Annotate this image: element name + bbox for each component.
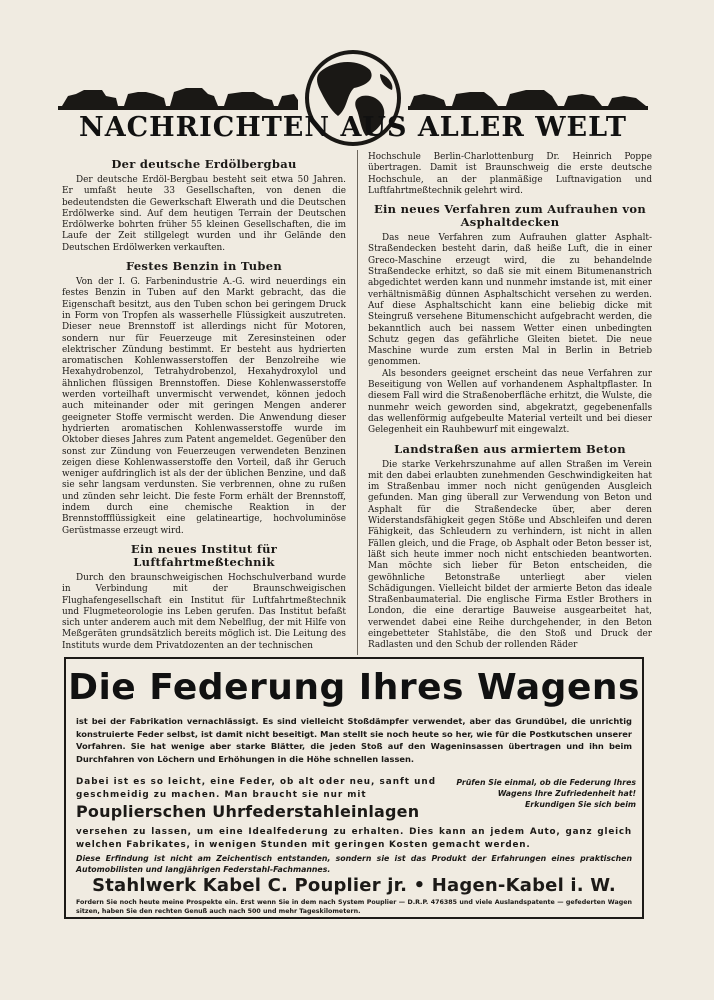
article-body-erdoelbergbau: Der deutsche Erdöl-Bergbau besteht seit etwa 50 Jahren. Er umfaßt heute 33 Gesellschaften, von denen die bedeutendsten die Gewerkschaft Elwerath und die Deutschen Erdölwerke sind. Auf dem heutigen Terrain der Deutschen Erdölwerke bohrten früher 55 kleinen Gesellschaften, die im Laufe der Zeit stillgelegt wurden und ihr Gelände den Deutschen Erdölwerken verkauften. <box>62 175 346 253</box>
masthead <box>58 50 648 150</box>
ad-headline: Die Federung Ihres Wagens <box>68 667 640 708</box>
ad-footer-text: Fordern Sie noch heute meine Prospekte ein. Erst wenn Sie in dem nach System Pouplier — D.R.P. 476385 und viele Auslandspatente — gefederten Wagen sitzen, haben Sie den rechten Genuß auch nach 500 und mehr Tageskilometern. <box>76 899 632 915</box>
masthead-title: NACHRICHTEN AUS ALLER WELT <box>79 112 627 143</box>
ad-paragraph-intro: ist bei der Fabrikation vernachlässigt. Es sind vielleicht Stoßdämpfer verwendet, aber das Grundübel, die unrichtig konstruierte Feder selbst, ist damit nicht beseitigt. Man stellt sie noch heute so her, wie für die Postkutschen unserer Vorfahren. Sie hat wenige aber starke Blätter, die jeden Stoß auf den Wageninsassen übertragen und ihn beim Durchfahren von Löchern und Erhöhungen in die Höhe schnellen lassen. <box>76 716 632 764</box>
advertisement-box <box>64 657 644 919</box>
article-title-festes-benzin: Festes Benzin in Tuben <box>125 259 282 274</box>
article-body-luftfahrt-institut-continued: Hochschule Berlin-Charlottenburg Dr. Heinrich Poppe übertragen. Damit ist Braunschweig die erste deutsche Hochschule, an der planmäßige Luftnavigation und Luftfahrtmeßtechnik gelehrt wird. <box>368 152 652 196</box>
article-body-asphaltdecken-2: Als besonders geeignet erscheint das neue Verfahren zur Beseitigung von Wellen auf vorhandenem Asphaltpflaster. In diesem Fall wird die Straßenoberfläche erhitzt, die Wulste, die nunmehr weich geworden sind, abgekratzt, gegebenenfalls das wellenförmig aufgebeulte Material verteilt und bei dieser Gelegenheit ein Rauhbewurf mit eingewalzt. <box>368 368 652 436</box>
article-title-landstrassen-beton: Landstraßen aus armiertem Beton <box>394 441 626 456</box>
article-title-asphaltdecken: Ein neues Verfahren zum Aufrauhen von Asphaltdecken <box>373 202 647 230</box>
article-body-festes-benzin: Von der I. G. Farbenindustrie A.-G. wird neuerdings ein festes Benzin in Tuben auf den Markt gebracht, das die Eigenschaft besitzt, aus den Tuben schon bei geringem Druck in Form von Tropfen als wasserhelle Flüssigkeit auszutreten. Dieser neue Brennstoff ist allerdings nicht für Motoren, sondern nur für Feuerzeuge mit Zeresinsteinen oder elektrischer Zündung bestimmt. Er besteht aus hydrierten aromatischen Kohlenwasserstoffen der Benzolreihe wie Hexahydrobenzol, Tetrahydrobenzol, Hexahydroxylol und ähnlichen flüssigen Brennstoffen. Diese Kohlenwasserstoffe werden vorteilhaft unvermischt verwendet, können jedoch auch miteinander oder mit geringen Mengen anderer geeigneter Stoffe vermischt werden. Die Anwendung dieser hydrierten aromatischen Kohlenwasserstoffe wurde im Oktober dieses Jahres zum Patent angemeldet. Gegenüber den sonst zur Zündung von Feuerzeugen verwendeten Benzinen zeigen diese Kohlenwasserstoffe den Vorteil, daß ihr Geruch weniger aufdringlich ist als der der üblichen Benzine, und daß sie sehr langsam verdunsten. Sie verbrennen, ohne zu rußen und zünden sehr leicht. Die feste Form erhält der Brennstoff, indem durch eine chemische Reaktion in der Brennstoffflüssigkeit eine gelatineartige, hochvoluminöse Gerüstmasse erzeugt wird. <box>62 277 346 536</box>
article-title-erdoelbergbau: Der deutsche Erdölbergbau <box>111 157 297 171</box>
ad-paragraph-invention: Diese Erfindung ist nicht am Zeichentisch entstanden, sondern sie ist das Produkt der Erfahrungen eines praktischen Automobilisten und langjährigen Federstahl-Fachmannes. <box>76 854 632 875</box>
article-title-luftfahrt-institut: Ein neues Institut für Luftfahrtmeßtechnik <box>130 541 278 569</box>
right-column <box>368 152 652 652</box>
column-divider <box>357 150 358 655</box>
article-body-asphaltdecken-1: Das neue Verfahren zum Aufrauhen glatter Asphalt-Straßendecken besteht darin, daß heiße Luft, die in einer Greco-Maschine erzeugt wird, die zu behandelnde Straßendecke erhitzt, so daß sie mit einem Bitumenanstrich abgedichtet werden kann und nunmehr imstande ist, mit einer verhältnismäßig dünnen Asphaltschicht versehen zu werden. Auf diese Asphaltschicht kann eine beliebig dicke mit Steingruß versehene Bitumenschicht aufgebracht werden, die bekanntlich auch bei nassem Wetter einen unbedingten Schutz gegen das gefährliche Gleiten bietet. Die neue Maschine wurde zum ersten Mal in Berlin in Betrieb genommen. <box>368 233 652 368</box>
ad-paragraph-install: versehen zu lassen, um eine Idealfederung zu erhalten. Dies kann an jedem Auto, ganz gleich welchen Fabrikates, in wenigen Stunden mit geringen Kosten gemacht werden. <box>76 827 632 850</box>
article-body-landstrassen-beton: Die starke Verkehrszunahme auf allen Straßen im Verein mit den dabei erlaubten zunehmenden Geschwindigkeiten hat im Straßenbau immer noch nicht genügenden Ausgleich gefunden. Man ging überall zur Verwendung von Beton und Asphalt für die Straßendecke über, aber deren Widerstandsfähigkeit gegen Stöße und Abschleifen und deren Fähigkeit, das Schleudern zu verhindern, ist nicht in allen Fällen gleich, und die Frage, ob Asphalt oder Beton besser ist, läßt sich heute immer noch nicht entschieden beantworten. Man möchte sich lieber für Beton entscheiden, die gewöhnliche Betonstraße unterliegt aber vielen Schädigungen. Vielleicht bildet der armierte Beton das ideale Straßenbaumaterial. Die englische Firma Estler Brothers in London, die eine derartige Bauweise ausgearbeitet hat, verwendet dabei eine Reihe durchgehender, in den Beton eingebetteter Stahlstäbe, die den Stoß und Druck der Radlasten und den Schub der rollenden Räder <box>368 459 652 651</box>
ad-side-note: Prüfen Sie einmal, ob die Federung Ihres Wagens Ihre Zufriedenheit hat! Erkundigen Sie sich beim <box>456 778 636 809</box>
ad-company-name: Stahlwerk Kabel C. Pouplier jr. • Hagen-Kabel i. W. <box>92 875 616 896</box>
article-body-luftfahrt-institut: Durch den braunschweigischen Hochschulverband wurde in Verbindung mit der Braunschweigischen Flughafengesellschaft ein Institut für Luftfahrtmeßtechnik und Flugmeteorologie ins Leben gerufen. Das Institut befaßt sich unter anderem auch mit dem Nebelflug, der mit Hilfe von Meßgeräten grundsätzlich bereits möglich ist. Die Leitung des Instituts wurde dem Privatdozenten an der technischen <box>62 572 346 651</box>
ad-paragraph-easy: Dabei ist es so leicht, eine Feder, ob alt oder neu, sanft und geschmeidig zu machen. Man braucht sie nur mit <box>76 777 436 800</box>
left-column <box>62 152 346 652</box>
ad-product-name: Pouplierschen Uhrfederstahleinlagen <box>76 802 420 821</box>
